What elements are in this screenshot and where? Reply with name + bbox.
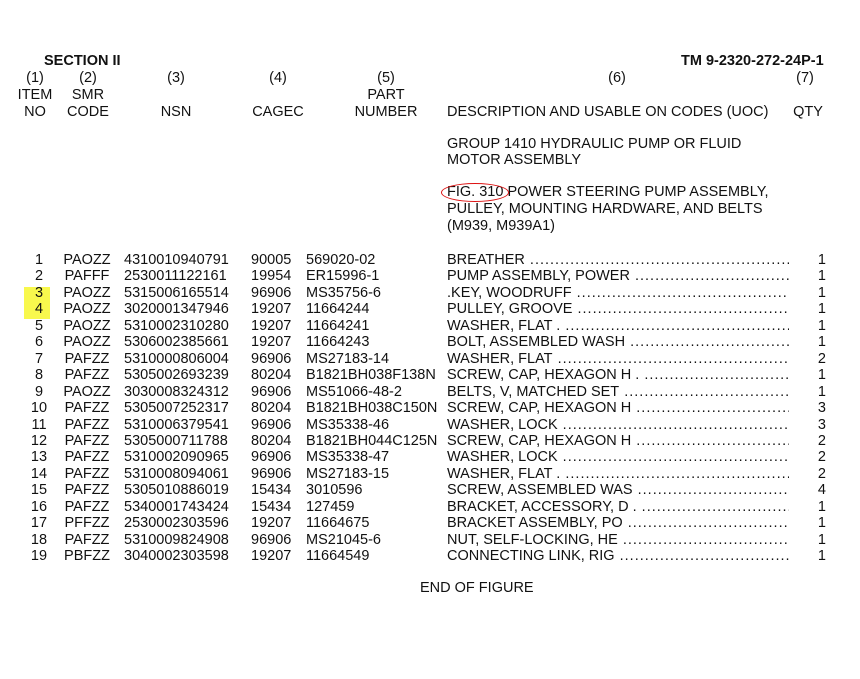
table-row — [0, 515, 860, 531]
item-number: 12 — [30, 432, 48, 449]
table-row — [0, 351, 860, 367]
description: WASHER, FLAT ..... — [447, 351, 789, 367]
table-row — [0, 400, 860, 416]
quantity: 3 — [817, 400, 826, 417]
table-row — [0, 532, 860, 548]
col-item-num: (1) — [26, 70, 44, 86]
smr-code: PAFZZ — [64, 416, 110, 433]
part-number: 11664243 — [306, 334, 370, 351]
description: SCREW, ASSEMBLED WAS ..... — [447, 482, 789, 498]
smr-code: PAOZZ — [63, 301, 111, 318]
item-number: 2 — [34, 268, 44, 285]
table-row — [0, 334, 860, 350]
table-row — [0, 499, 860, 515]
description: CONNECTING LINK, RIG ..... — [447, 548, 789, 564]
part-number: 11664549 — [306, 548, 370, 565]
item-number: 17 — [30, 515, 48, 532]
cagec: 80204 — [251, 400, 292, 417]
nsn: 5340001743424 — [124, 498, 229, 515]
item-number: 5 — [34, 317, 44, 334]
col-desc-num: (6) — [608, 70, 626, 86]
part-number: 11664244 — [306, 301, 370, 318]
smr-code: PBFZZ — [64, 548, 110, 565]
end-of-figure: END OF FIGURE — [420, 580, 534, 596]
smr-code: PAFZZ — [64, 449, 110, 466]
col-nsn-num: (3) — [167, 70, 185, 86]
item-number: 8 — [34, 367, 44, 384]
table-row — [0, 433, 860, 449]
smr-code: PFFZZ — [64, 515, 110, 532]
nsn: 5310002090965 — [124, 449, 229, 466]
quantity: 1 — [817, 268, 826, 285]
quantity: 2 — [817, 465, 826, 482]
group-heading-line2: MOTOR ASSEMBLY — [447, 152, 582, 168]
item-number: 3 — [34, 284, 44, 301]
nsn: 5306002385661 — [124, 334, 229, 351]
quantity: 1 — [817, 515, 826, 532]
col-desc-label: DESCRIPTION AND USABLE ON CODES (UOC) — [447, 104, 769, 120]
col-part-label: PART — [367, 87, 405, 103]
nsn: 5310008094061 — [124, 465, 229, 482]
cagec: 15434 — [251, 498, 292, 515]
cagec: 19207 — [251, 548, 292, 565]
part-number: MS27183-15 — [306, 465, 390, 482]
part-number: 11664675 — [306, 515, 370, 532]
cagec: 90005 — [251, 252, 292, 268]
description: SCREW, CAP, HEXAGON H ..... — [447, 433, 789, 449]
part-number: MS51066-48-2 — [306, 383, 402, 400]
quantity: 4 — [817, 482, 826, 499]
nsn: 5310000806004 — [124, 350, 229, 367]
quantity: 3 — [817, 416, 826, 433]
cagec: 19207 — [251, 301, 292, 318]
part-number: 3010596 — [306, 482, 363, 499]
part-number: B1821BH038C150N — [306, 400, 438, 417]
nsn: 5310009824908 — [124, 531, 229, 548]
nsn: 5305000711788 — [124, 432, 228, 449]
tm-number: TM 9-2320-272-24P-1 — [681, 53, 824, 69]
col-part-num: (5) — [377, 70, 395, 86]
smr-code: PAOZZ — [63, 383, 111, 400]
description: BRACKET, ACCESSORY, D . ..... — [447, 499, 789, 515]
cagec: 96906 — [251, 449, 292, 466]
nsn: 3020001347946 — [124, 301, 229, 318]
annotation-circle — [441, 183, 509, 202]
smr-code: PAOZZ — [63, 252, 111, 268]
smr-code: PAOZZ — [63, 284, 111, 301]
cagec: 96906 — [251, 383, 292, 400]
smr-code: PAFZZ — [64, 531, 110, 548]
table-row — [0, 285, 860, 301]
smr-code: PAFFF — [64, 268, 110, 285]
nsn: 5315006165514 — [124, 284, 229, 301]
description: BREATHER ..... — [447, 252, 789, 268]
part-number: MS35338-47 — [306, 449, 390, 466]
quantity: 2 — [817, 432, 826, 449]
smr-code: PAOZZ — [63, 334, 111, 351]
description: BRACKET ASSEMBLY, PO ..... — [447, 515, 789, 531]
part-number: MS21045-6 — [306, 531, 381, 548]
part-number: 127459 — [306, 498, 355, 515]
description: PUMP ASSEMBLY, POWER ..... — [447, 268, 789, 284]
cagec: 19954 — [251, 268, 292, 285]
item-number: 14 — [30, 465, 48, 482]
description: WASHER, LOCK ..... — [447, 449, 789, 465]
smr-code: PAFZZ — [64, 367, 110, 384]
cagec: 80204 — [251, 367, 292, 384]
description: .KEY, WOODRUFF ..... — [447, 285, 789, 301]
figure-label: FIG. 310 — [447, 184, 504, 200]
quantity: 2 — [817, 449, 826, 466]
cagec: 19207 — [251, 317, 292, 334]
item-number: 6 — [34, 334, 44, 351]
col-cagec-label: CAGEC — [252, 104, 304, 120]
cagec: 96906 — [251, 416, 292, 433]
quantity: 1 — [817, 531, 826, 548]
cagec: 80204 — [251, 432, 292, 449]
nsn: 5305010886019 — [124, 482, 229, 499]
part-number: MS27183-14 — [306, 350, 390, 367]
item-number: 7 — [34, 350, 44, 367]
item-number: 11 — [31, 416, 47, 433]
table-row — [0, 252, 860, 268]
table-row — [0, 417, 860, 433]
item-number: 1 — [34, 252, 44, 268]
figure-title-line3: (M939, M939A1) — [447, 218, 555, 234]
quantity: 1 — [817, 548, 826, 565]
item-number: 15 — [30, 482, 48, 499]
cagec: 96906 — [251, 350, 292, 367]
cagec: 19207 — [251, 334, 292, 351]
description: NUT, SELF-LOCKING, HE ..... — [447, 532, 789, 548]
smr-code: PAFZZ — [64, 465, 110, 482]
part-number: B1821BH038F138N — [306, 367, 436, 384]
description: SCREW, CAP, HEXAGON H ..... — [447, 400, 789, 416]
nsn: 5305007252317 — [124, 400, 229, 417]
cagec: 19207 — [251, 515, 292, 532]
col-nsn-label: NSN — [160, 104, 192, 120]
description: SCREW, CAP, HEXAGON H . ..... — [447, 367, 789, 383]
group-heading-line1: GROUP 1410 HYDRAULIC PUMP OR FLUID — [447, 136, 742, 152]
table-row — [0, 482, 860, 498]
part-number: 11664241 — [306, 317, 370, 334]
item-number: 19 — [30, 548, 48, 565]
item-number: 4 — [34, 301, 44, 318]
quantity: 2 — [817, 350, 826, 367]
col-item-label2: NO — [24, 104, 46, 120]
cagec: 96906 — [251, 531, 292, 548]
part-number: MS35338-46 — [306, 416, 390, 433]
description: WASHER, FLAT . ..... — [447, 318, 789, 334]
smr-code: PAFZZ — [64, 350, 110, 367]
table-row — [0, 367, 860, 383]
description: PULLEY, GROOVE ..... — [447, 301, 789, 317]
section-title: SECTION II — [44, 53, 121, 69]
item-number: 10 — [30, 400, 48, 417]
nsn: 2530011122161 — [124, 268, 227, 285]
description: WASHER, FLAT . ..... — [447, 466, 789, 482]
quantity: 1 — [817, 498, 826, 515]
col-cagec-num: (4) — [269, 70, 287, 86]
part-number: 569020-02 — [306, 252, 376, 268]
table-row — [0, 318, 860, 334]
table-row — [0, 268, 860, 284]
part-number: MS35756-6 — [306, 284, 381, 301]
col-part-label2: NUMBER — [354, 104, 418, 120]
nsn: 5310006379541 — [124, 416, 229, 433]
figure-title-line2: PULLEY, MOUNTING HARDWARE, AND BELTS — [447, 201, 763, 217]
col-item-label: ITEM — [17, 87, 53, 103]
part-number: ER15996-1 — [306, 268, 380, 285]
table-row — [0, 548, 860, 564]
description: BOLT, ASSEMBLED WASH ..... — [447, 334, 789, 350]
quantity: 1 — [817, 252, 826, 268]
nsn: 3040002303598 — [124, 548, 229, 565]
col-smr-num: (2) — [79, 70, 97, 86]
cagec: 15434 — [251, 482, 292, 499]
quantity: 1 — [817, 334, 826, 351]
col-smr-label: SMR — [71, 87, 105, 103]
smr-code: PAFZZ — [64, 432, 110, 449]
description: BELTS, V, MATCHED SET ..... — [447, 384, 789, 400]
col-qty-label: QTY — [793, 104, 823, 120]
description: WASHER, LOCK ..... — [447, 417, 789, 433]
smr-code: PAOZZ — [63, 317, 111, 334]
nsn: 5305002693239 — [124, 367, 229, 384]
col-qty-num: (7) — [796, 70, 814, 86]
nsn: 5310002310280 — [124, 317, 229, 334]
nsn: 2530002303596 — [124, 515, 229, 532]
smr-code: PAFZZ — [64, 482, 110, 499]
item-number: 18 — [30, 531, 48, 548]
quantity: 1 — [817, 383, 826, 400]
nsn: 4310010940791 — [124, 252, 229, 268]
quantity: 1 — [817, 367, 826, 384]
col-smr-label2: CODE — [67, 104, 109, 120]
table-row — [0, 449, 860, 465]
item-number: 9 — [34, 383, 44, 400]
quantity: 1 — [817, 301, 826, 318]
table-row — [0, 301, 860, 317]
quantity: 1 — [817, 317, 826, 334]
table-row — [0, 384, 860, 400]
quantity: 1 — [817, 284, 826, 301]
item-number: 16 — [30, 498, 48, 515]
figure-title: POWER STEERING PUMP ASSEMBLY, — [503, 184, 769, 200]
smr-code: PAFZZ — [64, 498, 110, 515]
cagec: 96906 — [251, 284, 292, 301]
cagec: 96906 — [251, 465, 292, 482]
part-number: B1821BH044C125N — [306, 432, 438, 449]
item-number: 13 — [30, 449, 48, 466]
nsn: 3030008324312 — [124, 383, 229, 400]
table-row — [0, 466, 860, 482]
smr-code: PAFZZ — [64, 400, 110, 417]
